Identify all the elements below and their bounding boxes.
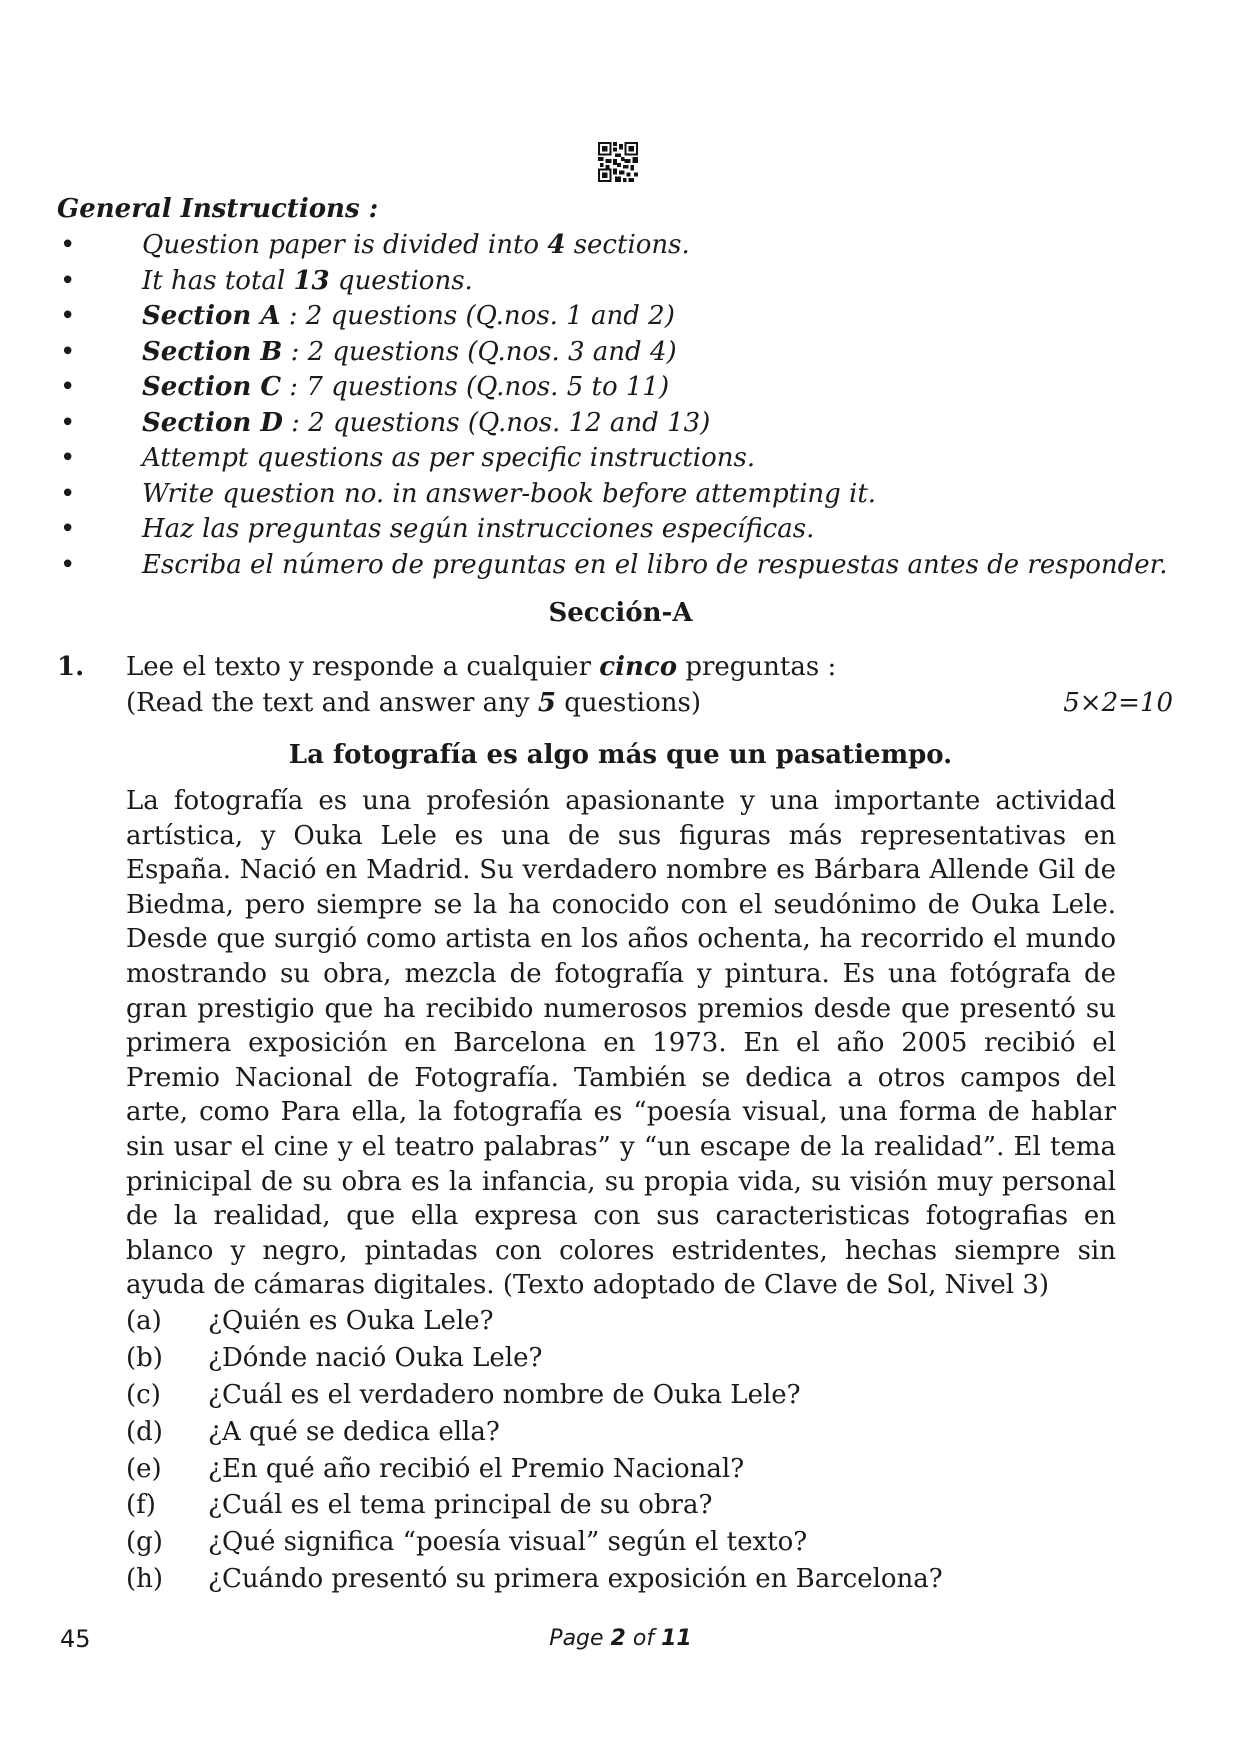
subquestion-label: (b) <box>126 1342 163 1373</box>
subquestion-item <box>0 1341 1241 1378</box>
bullet-icon: • <box>60 372 76 402</box>
instruction-item <box>0 477 1241 513</box>
subquestion-label: (g) <box>126 1527 163 1558</box>
bullet-icon: • <box>60 478 76 509</box>
bullet-icon: • <box>60 407 76 438</box>
subquestion-label: (a) <box>126 1306 162 1336</box>
bullet-icon: • <box>60 514 76 544</box>
question-prompt-english: (Read the text and answer any 5 questions) <box>126 688 701 718</box>
instruction-item <box>0 264 1241 300</box>
question-prompt-spanish: Lee el texto y responde a cualquier cinco preguntas : <box>126 652 837 682</box>
instruction-item <box>0 406 1241 442</box>
instruction-text: Section B : 2 questions (Q.nos. 3 and 4) <box>142 336 677 367</box>
bullet-icon: • <box>60 301 76 331</box>
qr-code-icon <box>598 142 638 182</box>
subquestion-item <box>0 1488 1241 1525</box>
instruction-text: Write question no. in answer-book before attempting it. <box>142 478 877 509</box>
bullet-icon: • <box>60 265 76 296</box>
page-number: Page 2 of 11 <box>549 1626 692 1651</box>
bullet-icon: • <box>60 549 76 580</box>
subquestion-text: ¿Cuál es el tema principal de su obra? <box>208 1490 713 1521</box>
subquestion-item <box>0 1304 1241 1341</box>
subquestion-text: ¿Dónde nació Ouka Lele? <box>208 1342 543 1373</box>
bullet-icon: • <box>60 443 76 473</box>
subquestion-text: ¿Cuándo presentó su primera exposición en Barcelona? <box>208 1564 943 1595</box>
subquestion-label: (h) <box>126 1564 164 1595</box>
subquestion-item <box>0 1562 1241 1599</box>
subquestion-label: (c) <box>126 1379 161 1410</box>
instruction-item <box>0 335 1241 371</box>
section-title: Sección-A <box>548 598 693 628</box>
subquestion-item <box>0 1415 1241 1452</box>
instruction-item <box>0 228 1241 264</box>
subquestion-text: ¿Cuál es el verdadero nombre de Ouka Lele? <box>208 1379 801 1410</box>
reading-passage: La fotografía es una profesión apasionante y una importante actividad artística, y Ouka Lele es una de sus figuras más representativas en España. Nació en Madrid. Su verdadero nombre es Bárbara Allende Gil de Biedma, pero siempre se la ha conocido con el seudónimo de Ouka Lele. Desde que surgió como artista en los años ochenta, ha recorrido el mundo mostrando su obra, mezcla de fotografía y pintura. Es una fotógrafa de gran prestigio que ha recibido numerosos premios desde que presentó su primera exposición en Barcelona en 1973. En el año 2005 recibió el Premio Nacional de Fotografía. También se dedica a otros campos del arte, como Para ella, la fotografía es “poesía visual, una forma de hablar sin usar el cine y el teatro palabras” y “un escape de la realidad”. El tema prinicipal de su obra es la infancia, su propia vida, su visión muy personal de la realidad, que ella expresa con sus caracteristicas fotografias en blanco y negro, pintadas con colores estridentes, hechas siempre sin ayuda de cámaras digitales. (Texto adoptado de Clave de Sol, Nivel 3) <box>126 786 1116 1301</box>
instruction-text: Attempt questions as per specific instructions. <box>142 443 756 473</box>
subquestion-label: (d) <box>126 1416 163 1447</box>
instruction-item <box>0 370 1241 406</box>
instruction-text: Haz las preguntas según instrucciones específicas. <box>142 514 815 544</box>
subquestion-label: (e) <box>126 1453 162 1484</box>
passage-title: La fotografía es algo más que un pasatiempo. <box>288 740 953 770</box>
subquestion-item <box>0 1378 1241 1415</box>
subquestion-text: ¿En qué año recibió el Premio Nacional? <box>208 1453 745 1484</box>
general-instructions-title: General Instructions : <box>57 194 379 224</box>
subquestion-list <box>0 1304 1241 1599</box>
subquestion-item <box>0 1525 1241 1562</box>
instruction-text: Question paper is divided into 4 sections. <box>142 230 690 260</box>
instruction-item <box>0 441 1241 477</box>
bullet-icon: • <box>60 336 76 367</box>
instruction-text: Section A : 2 questions (Q.nos. 1 and 2) <box>142 301 675 331</box>
marks-allocation: 5×2=10 <box>1063 688 1173 718</box>
instruction-text: It has total 13 questions. <box>142 265 473 296</box>
instruction-item <box>0 299 1241 335</box>
bullet-icon: • <box>60 230 76 260</box>
instruction-text: Section C : 7 questions (Q.nos. 5 to 11) <box>142 372 670 402</box>
subquestion-text: ¿Quién es Ouka Lele? <box>208 1306 494 1336</box>
instruction-item <box>0 512 1241 548</box>
paper-code: 45 <box>60 1625 91 1653</box>
instructions-list <box>0 228 1241 583</box>
instruction-item <box>0 548 1241 584</box>
subquestion-text: ¿Qué significa “poesía visual” según el texto? <box>208 1527 808 1558</box>
subquestion-label: (f) <box>126 1490 156 1521</box>
instruction-text: Escriba el número de preguntas en el libro de respuestas antes de responder. <box>142 549 1168 580</box>
subquestion-text: ¿A qué se dedica ella? <box>208 1416 500 1447</box>
subquestion-item <box>0 1452 1241 1489</box>
question-number: 1. <box>57 652 85 682</box>
instruction-text: Section D : 2 questions (Q.nos. 12 and 13) <box>142 407 711 438</box>
